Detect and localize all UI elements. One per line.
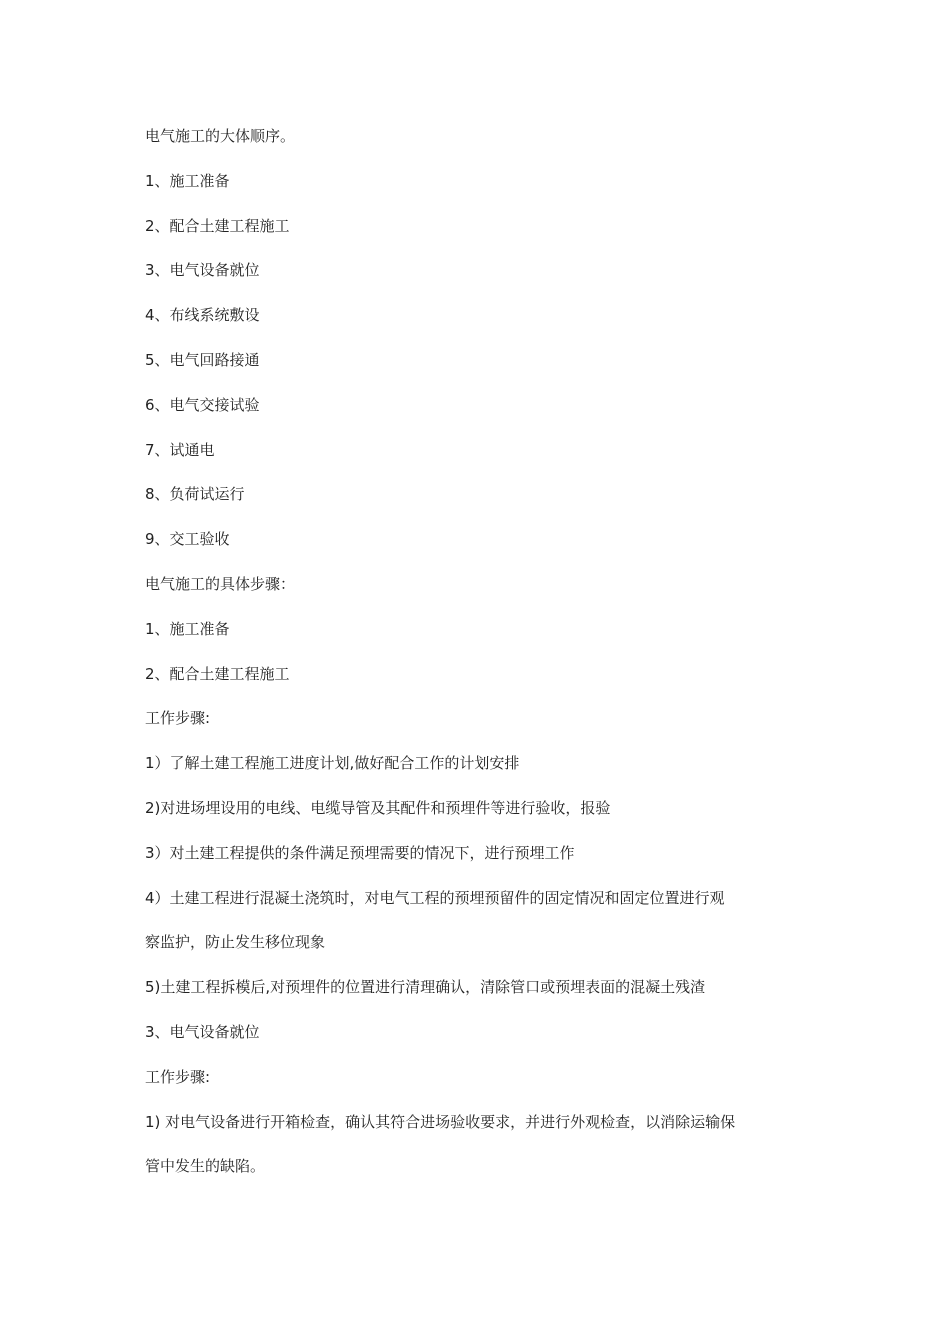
section-3-title: 3、电气设备就位: [145, 1022, 260, 1041]
document-body: [145, 124, 825, 1199]
section-3-step-1: 1) 对电气设备进行开箱检查，确认其符合进场验收要求，并进行外观检查，以消除运输保: [145, 1112, 736, 1131]
section-2-step-2: 2)对进场埋设用的电线、电缆导管及其配件和预埋件等进行验收，报验: [145, 798, 611, 817]
heading-specific-steps: 电气施工的具体步骤：: [145, 574, 296, 593]
work-steps-label: 工作步骤:: [145, 709, 211, 728]
section-2-step-5: 5)土建工程拆模后,对预埋件的位置进行清理确认，清除管口或预埋表面的混凝土残渣: [145, 978, 706, 997]
sequence-item-9: 9、交工验收: [145, 530, 230, 549]
sequence-item-4: 4、布线系统敷设: [145, 306, 260, 325]
sequence-item-3: 3、电气设备就位: [145, 261, 260, 280]
section-2-title: 2、配合土建工程施工: [145, 664, 290, 683]
heading-general-sequence: 电气施工的大体顺序。: [145, 127, 296, 145]
sequence-item-5: 5、电气回路接通: [145, 350, 260, 369]
sequence-item-1: 1、施工准备: [145, 171, 230, 190]
section-2-step-4-continued: 察监护，防止发生移位现象: [145, 933, 326, 952]
section-2-step-1: 1）了解土建工程施工进度计划,做好配合工作的计划安排: [145, 754, 520, 773]
sequence-item-8: 8、负荷试运行: [145, 485, 245, 504]
sequence-item-6: 6、电气交接试验: [145, 395, 260, 414]
section-3-step-1-continued: 管中发生的缺陷。: [145, 1157, 266, 1176]
section-2-step-4: 4）土建工程进行混凝土浇筑时，对电气工程的预埋预留件的固定情况和固定位置进行观: [145, 888, 725, 907]
sequence-item-2: 2、配合土建工程施工: [145, 216, 290, 235]
section-2-step-3: 3）对土建工程提供的条件满足预埋需要的情况下，进行预埋工作: [145, 843, 575, 862]
sequence-item-7: 7、试通电: [145, 440, 215, 459]
work-steps-label: 工作步骤:: [145, 1067, 211, 1086]
section-1-title: 1、施工准备: [145, 619, 230, 638]
